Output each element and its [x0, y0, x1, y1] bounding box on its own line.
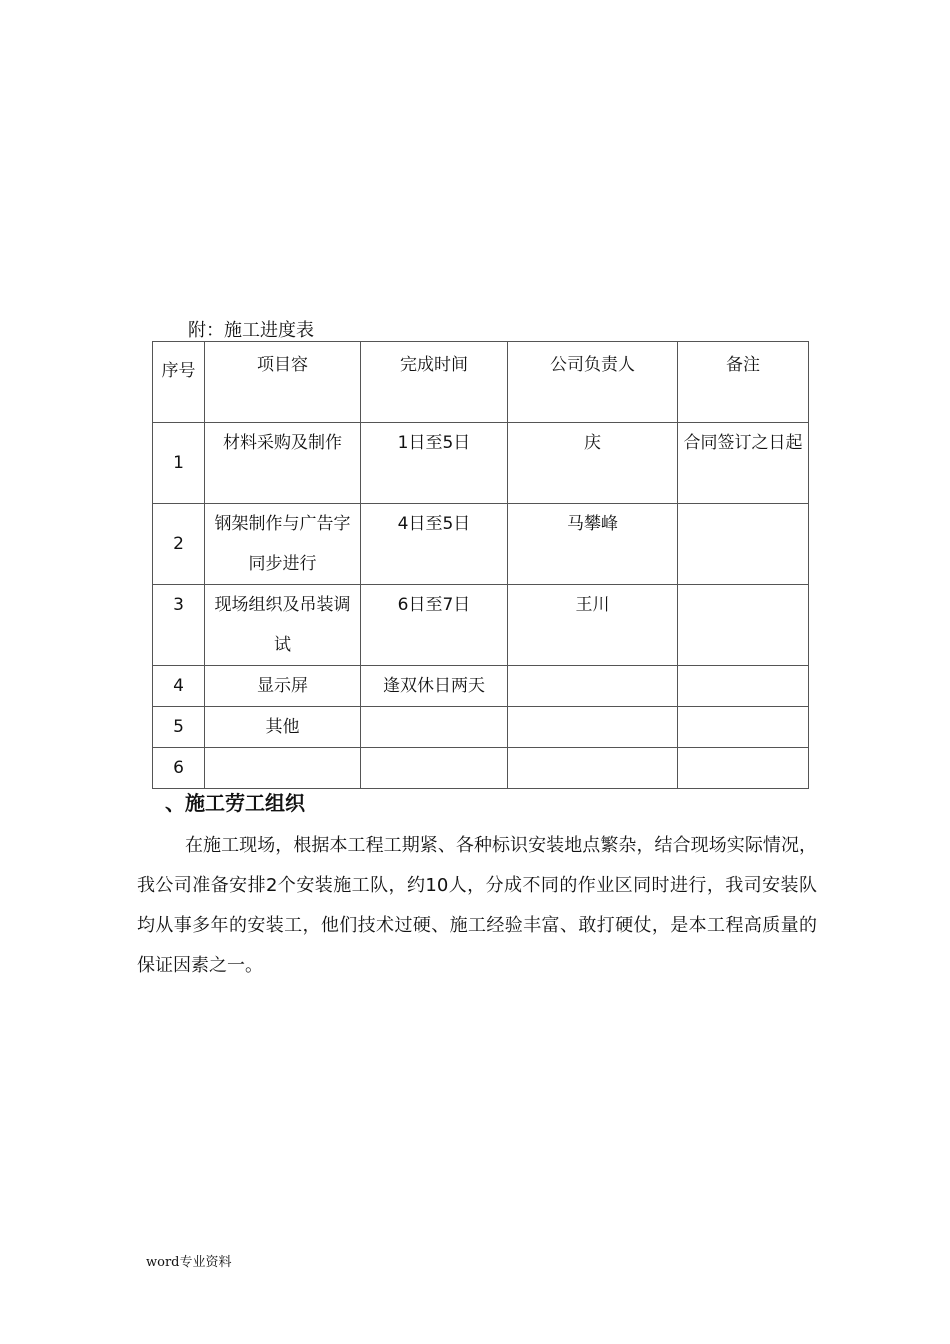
table-row: [153, 423, 809, 504]
table-cell: 王川: [508, 585, 678, 666]
table-cell: [508, 748, 678, 789]
table-cell: 显示屏: [205, 666, 361, 707]
header-cell-index: 序号: [153, 342, 205, 423]
table-cell: [205, 748, 361, 789]
table-cell: 现场组织及吊装调试: [205, 585, 361, 666]
header-cell-owner: 公司负责人: [508, 342, 678, 423]
page-footer: word专业资料: [146, 1255, 232, 1270]
table-row: [153, 748, 809, 789]
header-cell-time: 完成时间: [361, 342, 508, 423]
table-cell: [508, 707, 678, 748]
table-cell: [678, 707, 809, 748]
table-row: [153, 707, 809, 748]
table-cell: 5: [153, 707, 205, 748]
table-cell: [678, 585, 809, 666]
table-cell: 1日至5日: [361, 423, 508, 504]
table-cell: 6: [153, 748, 205, 789]
table-cell: 钢架制作与广告字同步进行: [205, 504, 361, 585]
table-cell: [508, 666, 678, 707]
table-cell: [678, 666, 809, 707]
table-cell: [361, 707, 508, 748]
table-cell: 合同签订之日起: [678, 423, 809, 504]
table-cell: 逢双休日两天: [361, 666, 508, 707]
table-cell: 其他: [205, 707, 361, 748]
header-cell-note: 备注: [678, 342, 809, 423]
table-cell: [678, 748, 809, 789]
table-cell: [361, 748, 508, 789]
table-row: [153, 585, 809, 666]
table-cell: 6日至7日: [361, 585, 508, 666]
table-cell: [678, 504, 809, 585]
table-cell: 材料采购及制作: [205, 423, 361, 504]
table-caption: 附：施工进度表: [188, 320, 314, 341]
table-cell: 4日至5日: [361, 504, 508, 585]
table-cell: 马攀峰: [508, 504, 678, 585]
table-row: [153, 666, 809, 707]
table-row: [153, 504, 809, 585]
table-header-row: [153, 342, 809, 423]
table-cell: 庆: [508, 423, 678, 504]
section-title: 、施工劳工组织: [165, 791, 305, 815]
schedule-table: [152, 341, 809, 789]
table-cell: 2: [153, 504, 205, 585]
table-cell: 4: [153, 666, 205, 707]
header-cell-item: 项目容: [205, 342, 361, 423]
table-cell: 1: [153, 423, 205, 504]
table-cell: 3: [153, 585, 205, 666]
section-paragraph: 在施工现场，根据本工程工期紧、各种标识安装地点繁杂，结合现场实际情况，我公司准备安排2个安装施工队，约10人，分成不同的作业区同时进行，我司安装队均从事多年的安装工，他们技术过硬、施工经验丰富、敢打硬仗，是本工程高质量的保证因素之一。: [137, 835, 817, 976]
